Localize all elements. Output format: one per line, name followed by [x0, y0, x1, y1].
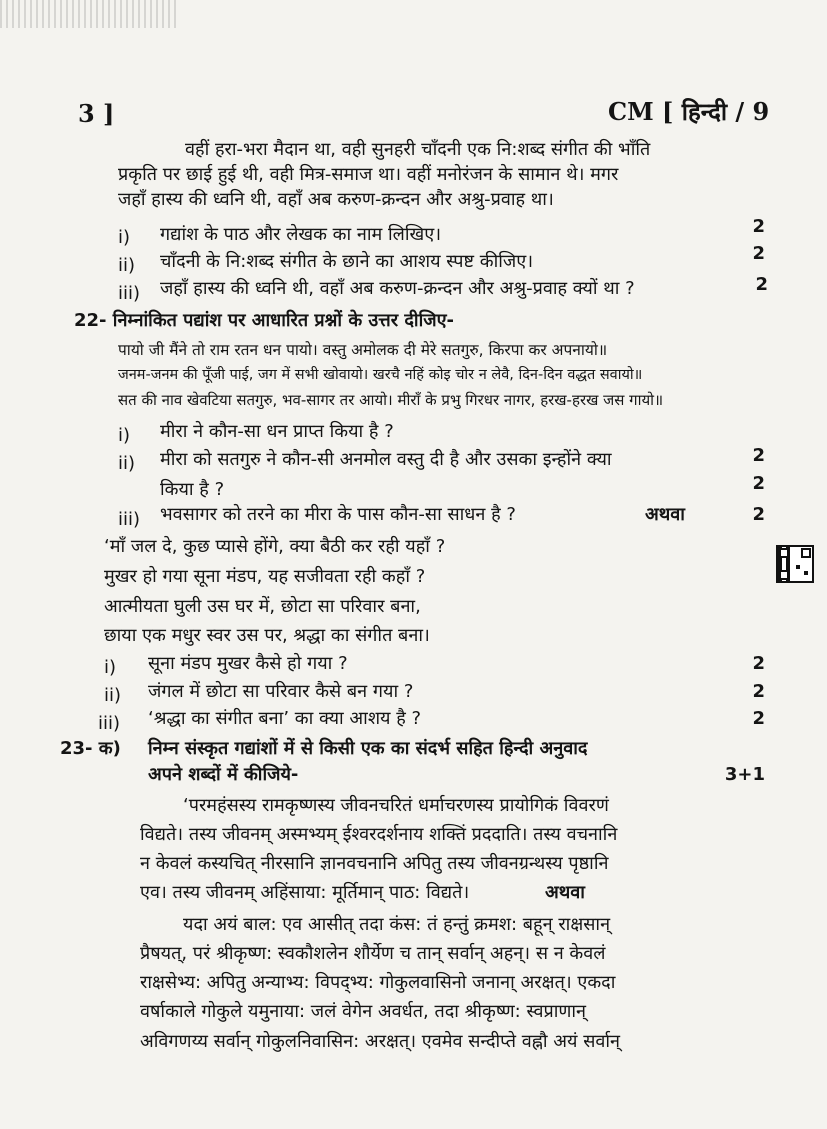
question-number: iii) — [118, 283, 141, 304]
marks: 2 — [752, 653, 765, 674]
question-number: ii) — [104, 685, 122, 706]
poem-line: सत की नाव खेवटिया सतगुरु, भव-सागर तर आयो। मीराँ के प्रभु गिरधर नागर, हरख-हरख जस गायो॥ — [118, 391, 664, 409]
sanskrit-line: वर्षाकाले गोकुले यमुनाया: जलं वेगेन अवर्धत, तदा श्रीकृष्ण: स्वप्राणान् — [140, 1001, 587, 1022]
passage-line: प्रकृति पर छाई हुई थी, वही मित्र-समाज था। वहीं मनोरंजन के सामान थे। मगर — [118, 164, 619, 185]
question-text: किया है ? — [160, 479, 225, 500]
question-number: i) — [104, 657, 117, 678]
question-text: चाँदनी के नि:शब्द संगीत के छाने का आशय स्पष्ट कीजिए। — [160, 251, 534, 272]
passage-line: जहाँ हास्य की ध्वनि थी, वहाँ अब करुण-क्रन्दन और अश्रु-प्रवाह था। — [118, 189, 554, 210]
question-text: जंगल में छोटा सा परिवार कैसे बन गया ? — [148, 681, 414, 702]
marks: 2 — [752, 473, 765, 494]
or-label: अथवा — [645, 504, 685, 525]
question-title: अपने शब्दों में कीजिये- — [148, 764, 299, 785]
question-number: iii) — [118, 509, 141, 530]
passage-line: वहीं हरा-भरा मैदान था, वही सुनहरी चाँदनी एक नि:शब्द संगीत की भाँति — [185, 139, 651, 160]
question-text: मीरा ने कौन-सा धन प्राप्त किया है ? — [160, 421, 394, 442]
question-number: iii) — [98, 713, 121, 734]
qr-code — [776, 545, 814, 583]
marks: 2 — [752, 243, 765, 264]
question-label: 23- क) — [60, 738, 121, 759]
sanskrit-line: अविगणय्य सर्वान् गोकुलनिवासिन: अरक्षत्। एवमेव सन्दीप्ते वह्नौ अयं सर्वान् — [140, 1031, 621, 1052]
marks: 2 — [752, 504, 765, 525]
sanskrit-line: एव। तस्य जीवनम् अहिंसाया: मूर्तिमान् पाठ: विद्यते। — [140, 882, 470, 903]
question-text: गद्यांश के पाठ और लेखक का नाम लिखिए। — [160, 224, 442, 245]
marks: 2 — [752, 216, 765, 237]
sanskrit-line: यदा अयं बाल: एव आसीत् तदा कंस: तं हन्तुं क्रमश: बहून् राक्षसान् — [183, 914, 611, 935]
question-number: i) — [118, 425, 131, 446]
question-text: मीरा को सतगुरु ने कौन-सी अनमोल वस्तु दी है और उसका इन्होंने क्या — [160, 449, 612, 470]
sanskrit-line: राक्षसेभ्य: अपितु अन्याभ्य: विपद्भ्य: गोकुलवासिनो जनाना् अरक्षत्। एकदा — [140, 972, 616, 993]
sanskrit-line: न केवलं कस्यचित् नीरसानि ज्ञानवचनानि अपितु तस्य जीवनग्रन्थस्य पृष्ठानि — [140, 853, 609, 874]
or-label: अथवा — [545, 882, 585, 903]
marks: 2 — [752, 445, 765, 466]
poem-line: आत्मीयता घुली उस घर में, छोटा सा परिवार बना, — [104, 596, 421, 617]
question-title: निम्न संस्कृत गद्यांशों में से किसी एक का संदर्भ सहित हिन्दी अनुवाद — [148, 738, 588, 759]
marks: 3+1 — [724, 764, 765, 785]
marks: 2 — [755, 274, 768, 295]
question-title: 22- निम्नांकित पद्यांश पर आधारित प्रश्नों के उत्तर दीजिए- — [74, 310, 455, 331]
poem-line: ‘माँ जल दे, कुछ प्यासे होंगे, क्या बैठी कर रही यहाँ ? — [104, 536, 446, 557]
question-number: i) — [118, 227, 131, 248]
poem-line: मुखर हो गया सूना मंडप, यह सजीवता रही कहाँ ? — [104, 566, 426, 587]
question-text: सूना मंडप मुखर कैसे हो गया ? — [148, 653, 348, 674]
page-number: 3 ] — [78, 99, 115, 128]
question-number: ii) — [118, 255, 136, 276]
question-number: ii) — [118, 453, 136, 474]
question-text: ‘श्रद्धा का संगीत बना’ का क्या आशय है ? — [148, 708, 422, 729]
sanskrit-line: ‘परमहंसस्य रामकृष्णस्य जीवनचरितं धर्माचरणस्य प्रायोगिकं विवरणं — [183, 795, 609, 816]
question-text: भवसागर को तरने का मीरा के पास कौन-सा साधन है ? — [160, 504, 516, 525]
marks: 2 — [752, 708, 765, 729]
question-text: जहाँ हास्य की ध्वनि थी, वहाँ अब करुण-क्रन्दन और अश्रु-प्रवाह क्यों था ? — [160, 278, 635, 299]
scan-artifact — [0, 0, 180, 28]
poem-line: पायो जी मैंने तो राम रतन धन पायो। वस्तु अमोलक दी मेरे सतगुरु, किरपा कर अपनायो॥ — [118, 341, 608, 359]
sanskrit-line: विद्यते। तस्य जीवनम् अस्मभ्यम् ईश्वरदर्शनाय शक्तिं प्रददाति। तस्य वचनानि — [140, 824, 618, 845]
marks: 2 — [752, 681, 765, 702]
paper-code: CM [ हिन्दी / 9 — [608, 97, 770, 126]
sanskrit-line: प्रैषयत्, परं श्रीकृष्ण: स्वकौशलेन शौर्येण च तान् सर्वान् अहन्। स न केवलं — [140, 943, 606, 964]
poem-line: जनम-जनम की पूँजी पाई, जग में सभी खोवायो। खरचै नहिं कोइ चोर न लेवै, दिन-दिन वद्धत सवायो॥ — [118, 367, 643, 383]
poem-line: छाया एक मधुर स्वर उस पर, श्रद्धा का संगीत बना। — [104, 625, 430, 646]
